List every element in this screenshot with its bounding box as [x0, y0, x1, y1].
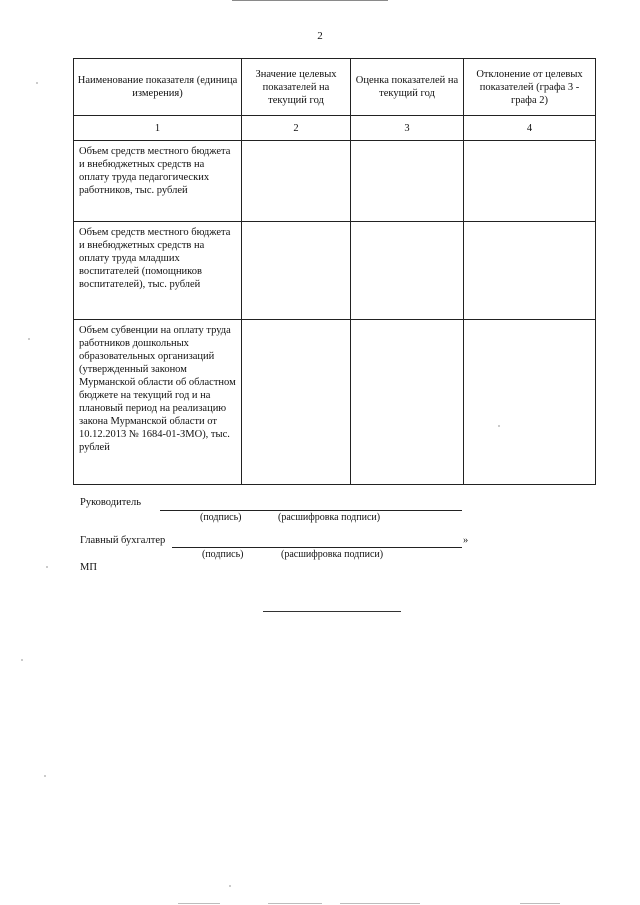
scan-speck — [44, 775, 46, 777]
target-value-cell[interactable] — [242, 320, 351, 485]
column-number: 3 — [351, 116, 464, 141]
header-estimate: Оценка показателей на текущий год — [351, 59, 464, 116]
deviation-cell[interactable] — [464, 320, 596, 485]
stamp-label: МП — [80, 562, 97, 573]
scan-speck — [21, 659, 23, 661]
page-number: 2 — [317, 30, 323, 42]
scan-speck — [28, 338, 30, 340]
column-number: 1 — [74, 116, 242, 141]
indicator-name-cell: Объем субвенции на оплату труда работников дошкольных образовательных организаций (утвержденный законом Мурманской области об областном бюджете на текущий год и на плановый период на реализацию закона Мурманской области от 10.12.2013 № 1684-01-ЗМО), тыс. рублей — [74, 320, 242, 485]
header-target-value: Значение целевых показателей на текущий год — [242, 59, 351, 116]
indicator-name-cell: Объем средств местного бюджета и внебюджетных средств на оплату труда педагогических работников, тыс. рублей — [74, 141, 242, 222]
closing-rule — [263, 611, 401, 612]
bottom-edge-mark — [178, 903, 220, 904]
deviation-cell[interactable] — [464, 222, 596, 320]
scan-speck — [36, 82, 38, 84]
deviation-cell[interactable] — [464, 141, 596, 222]
indicator-name-cell: Объем средств местного бюджета и внебюджетных средств на оплату труда младших воспитателей (помощников воспитателей), тыс. рублей — [74, 222, 242, 320]
accountant-sign-hint: (подпись) — [202, 549, 244, 560]
header-deviation: Отклонение от целевых показателей (графа 3 - графа 2) — [464, 59, 596, 116]
table-row — [74, 141, 596, 222]
head-signature-line[interactable] — [160, 510, 462, 511]
top-rule — [232, 0, 388, 1]
bottom-edge-mark — [520, 903, 560, 904]
estimate-cell[interactable] — [351, 320, 464, 485]
header-indicator-name: Наименование показателя (единица измерения) — [74, 59, 242, 116]
estimate-cell[interactable] — [351, 222, 464, 320]
column-number: 4 — [464, 116, 596, 141]
accountant-label: Главный бухгалтер — [80, 535, 166, 546]
table-row — [74, 320, 596, 485]
head-label: Руководитель — [80, 497, 141, 508]
head-sign-hint: (подпись) — [200, 512, 242, 523]
bottom-edge-mark — [340, 903, 420, 904]
column-number-row — [74, 116, 596, 141]
accountant-signature-line[interactable] — [172, 547, 462, 548]
table-header-row — [74, 59, 596, 116]
table-row — [74, 222, 596, 320]
target-value-cell[interactable] — [242, 222, 351, 320]
accountant-decode-hint: (расшифровка подписи) — [281, 549, 384, 560]
accountant-end-quote: » — [463, 535, 469, 546]
indicators-table — [73, 58, 596, 485]
bottom-edge-mark — [268, 903, 322, 904]
estimate-cell[interactable] — [351, 141, 464, 222]
scan-speck — [229, 885, 231, 887]
column-number: 2 — [242, 116, 351, 141]
scan-speck — [46, 566, 48, 568]
head-decode-hint: (расшифровка подписи) — [278, 512, 381, 523]
target-value-cell[interactable] — [242, 141, 351, 222]
scan-speck — [498, 425, 500, 427]
